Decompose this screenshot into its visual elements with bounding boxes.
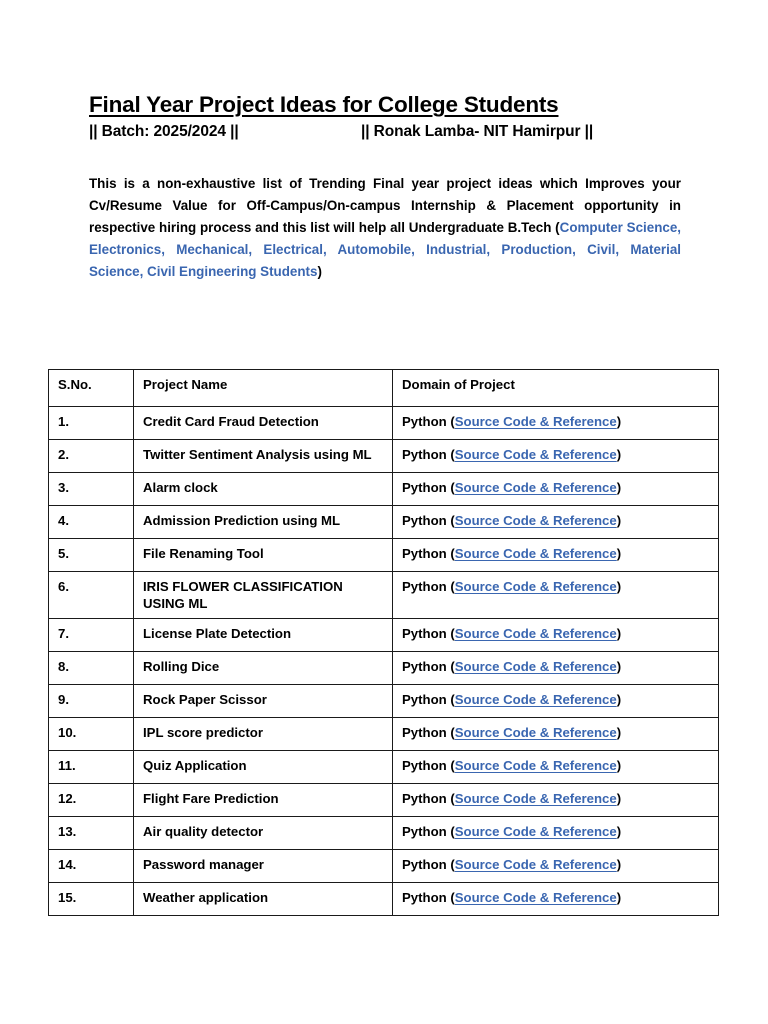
- cell-domain: [393, 506, 719, 539]
- source-code-reference-link[interactable]: Source Code & Reference: [454, 414, 617, 429]
- cell-project-name: Weather application: [134, 883, 393, 916]
- cell-sno: 2.: [49, 440, 134, 473]
- table-row: [49, 473, 719, 506]
- table-row: [49, 407, 719, 440]
- source-code-reference-link[interactable]: Source Code & Reference: [454, 725, 617, 740]
- table-row: [49, 619, 719, 652]
- document-header: [89, 92, 681, 141]
- cell-domain: [393, 652, 719, 685]
- table-row: [49, 850, 719, 883]
- source-code-reference-link[interactable]: Source Code & Reference: [454, 480, 617, 495]
- domain-suffix: ): [616, 725, 622, 740]
- source-code-reference-link[interactable]: Source Code & Reference: [454, 692, 617, 707]
- domain-suffix: ): [616, 447, 622, 462]
- cell-sno: 8.: [49, 652, 134, 685]
- domain-prefix: Python (: [402, 447, 455, 462]
- table-row: [49, 685, 719, 718]
- domain-prefix: Python (: [402, 758, 455, 773]
- domain-suffix: ): [616, 626, 622, 641]
- cell-project-name: Password manager: [134, 850, 393, 883]
- source-code-reference-link[interactable]: Source Code & Reference: [454, 758, 617, 773]
- cell-project-name: Quiz Application: [134, 751, 393, 784]
- table-header-row: [49, 370, 719, 407]
- cell-domain: [393, 883, 719, 916]
- cell-sno: 15.: [49, 883, 134, 916]
- domain-suffix: ): [616, 890, 622, 905]
- cell-project-name: License Plate Detection: [134, 619, 393, 652]
- source-code-reference-link[interactable]: Source Code & Reference: [454, 546, 617, 561]
- source-code-reference-link[interactable]: Source Code & Reference: [454, 659, 617, 674]
- cell-sno: 13.: [49, 817, 134, 850]
- table-row: [49, 718, 719, 751]
- cell-domain: [393, 850, 719, 883]
- cell-sno: 3.: [49, 473, 134, 506]
- cell-project-name: Rolling Dice: [134, 652, 393, 685]
- author-label: || Ronak Lamba- NIT Hamirpur ||: [361, 123, 594, 141]
- source-code-reference-link[interactable]: Source Code & Reference: [454, 513, 617, 528]
- domain-suffix: ): [616, 791, 622, 806]
- domain-prefix: Python (: [402, 579, 455, 594]
- intro-paragraph: [89, 173, 681, 283]
- cell-sno: 7.: [49, 619, 134, 652]
- cell-project-name: IRIS FLOWER CLASSIFICATION USING ML: [134, 572, 393, 619]
- cell-project-name: Admission Prediction using ML: [134, 506, 393, 539]
- domain-prefix: Python (: [402, 414, 455, 429]
- table-row: [49, 440, 719, 473]
- source-code-reference-link[interactable]: Source Code & Reference: [454, 890, 617, 905]
- cell-sno: 4.: [49, 506, 134, 539]
- cell-domain: [393, 718, 719, 751]
- cell-project-name: Rock Paper Scissor: [134, 685, 393, 718]
- source-code-reference-link[interactable]: Source Code & Reference: [454, 857, 617, 872]
- column-header-sno: S.No.: [49, 370, 134, 407]
- intro-text-black-tail: ): [317, 264, 322, 279]
- batch-label: || Batch: 2025/2024 ||: [89, 123, 239, 141]
- domain-suffix: ): [616, 546, 622, 561]
- domain-prefix: Python (: [402, 480, 455, 495]
- cell-sno: 1.: [49, 407, 134, 440]
- cell-domain: [393, 619, 719, 652]
- cell-sno: 14.: [49, 850, 134, 883]
- cell-domain: [393, 473, 719, 506]
- page-title: Final Year Project Ideas for College Students: [89, 92, 559, 117]
- cell-sno: 12.: [49, 784, 134, 817]
- cell-domain: [393, 685, 719, 718]
- cell-domain: [393, 407, 719, 440]
- cell-sno: 9.: [49, 685, 134, 718]
- intro-text-black-lead: This is a non-exhaustive list of Trending Final year project ideas which Improves your Cv/Resume Value for Off-Campus/On-campus Internship & Placement opportunity in respective hiring process and this list will help all Undergraduate B.Tech (: [89, 176, 681, 235]
- source-code-reference-link[interactable]: Source Code & Reference: [454, 579, 617, 594]
- domain-prefix: Python (: [402, 857, 455, 872]
- domain-prefix: Python (: [402, 824, 455, 839]
- domain-prefix: Python (: [402, 725, 455, 740]
- domain-suffix: ): [616, 758, 622, 773]
- cell-sno: 10.: [49, 718, 134, 751]
- table-row: [49, 784, 719, 817]
- domain-prefix: Python (: [402, 890, 455, 905]
- intro-text-branches: Computer Science, Electronics, Mechanical, Electrical, Automobile, Industrial, Production, Civil, Material Science, Civil Engineering Students: [89, 220, 682, 279]
- domain-suffix: ): [616, 692, 622, 707]
- projects-table: [48, 369, 719, 916]
- table-row: [49, 817, 719, 850]
- domain-suffix: ): [616, 659, 622, 674]
- column-header-domain: Domain of Project: [393, 370, 719, 407]
- table-row: [49, 751, 719, 784]
- domain-prefix: Python (: [402, 791, 455, 806]
- domain-suffix: ): [616, 513, 622, 528]
- cell-project-name: File Renaming Tool: [134, 539, 393, 572]
- table-row: [49, 539, 719, 572]
- cell-project-name: Credit Card Fraud Detection: [134, 407, 393, 440]
- cell-project-name: Twitter Sentiment Analysis using ML: [134, 440, 393, 473]
- column-header-name: Project Name: [134, 370, 393, 407]
- subtitle-row: [89, 123, 681, 141]
- table-row: [49, 883, 719, 916]
- cell-project-name: IPL score predictor: [134, 718, 393, 751]
- cell-project-name: Flight Fare Prediction: [134, 784, 393, 817]
- cell-project-name: Air quality detector: [134, 817, 393, 850]
- domain-prefix: Python (: [402, 546, 455, 561]
- cell-domain: [393, 440, 719, 473]
- cell-sno: 6.: [49, 572, 134, 619]
- cell-sno: 11.: [49, 751, 134, 784]
- domain-suffix: ): [616, 857, 622, 872]
- source-code-reference-link[interactable]: Source Code & Reference: [454, 447, 617, 462]
- domain-prefix: Python (: [402, 513, 455, 528]
- domain-suffix: ): [616, 579, 622, 594]
- domain-prefix: Python (: [402, 692, 455, 707]
- cell-domain: [393, 572, 719, 619]
- projects-table-wrapper: [48, 369, 718, 916]
- source-code-reference-link[interactable]: Source Code & Reference: [454, 824, 617, 839]
- domain-suffix: ): [616, 414, 622, 429]
- cell-domain: [393, 784, 719, 817]
- cell-domain: [393, 751, 719, 784]
- source-code-reference-link[interactable]: Source Code & Reference: [454, 626, 617, 641]
- domain-prefix: Python (: [402, 659, 455, 674]
- cell-sno: 5.: [49, 539, 134, 572]
- domain-prefix: Python (: [402, 626, 455, 641]
- cell-project-name: Alarm clock: [134, 473, 393, 506]
- domain-suffix: ): [616, 480, 622, 495]
- table-header: [49, 370, 719, 407]
- table-row: [49, 506, 719, 539]
- table-body: [49, 407, 719, 916]
- domain-suffix: ): [616, 824, 622, 839]
- cell-domain: [393, 817, 719, 850]
- table-row: [49, 652, 719, 685]
- source-code-reference-link[interactable]: Source Code & Reference: [454, 791, 617, 806]
- cell-domain: [393, 539, 719, 572]
- table-row: [49, 572, 719, 619]
